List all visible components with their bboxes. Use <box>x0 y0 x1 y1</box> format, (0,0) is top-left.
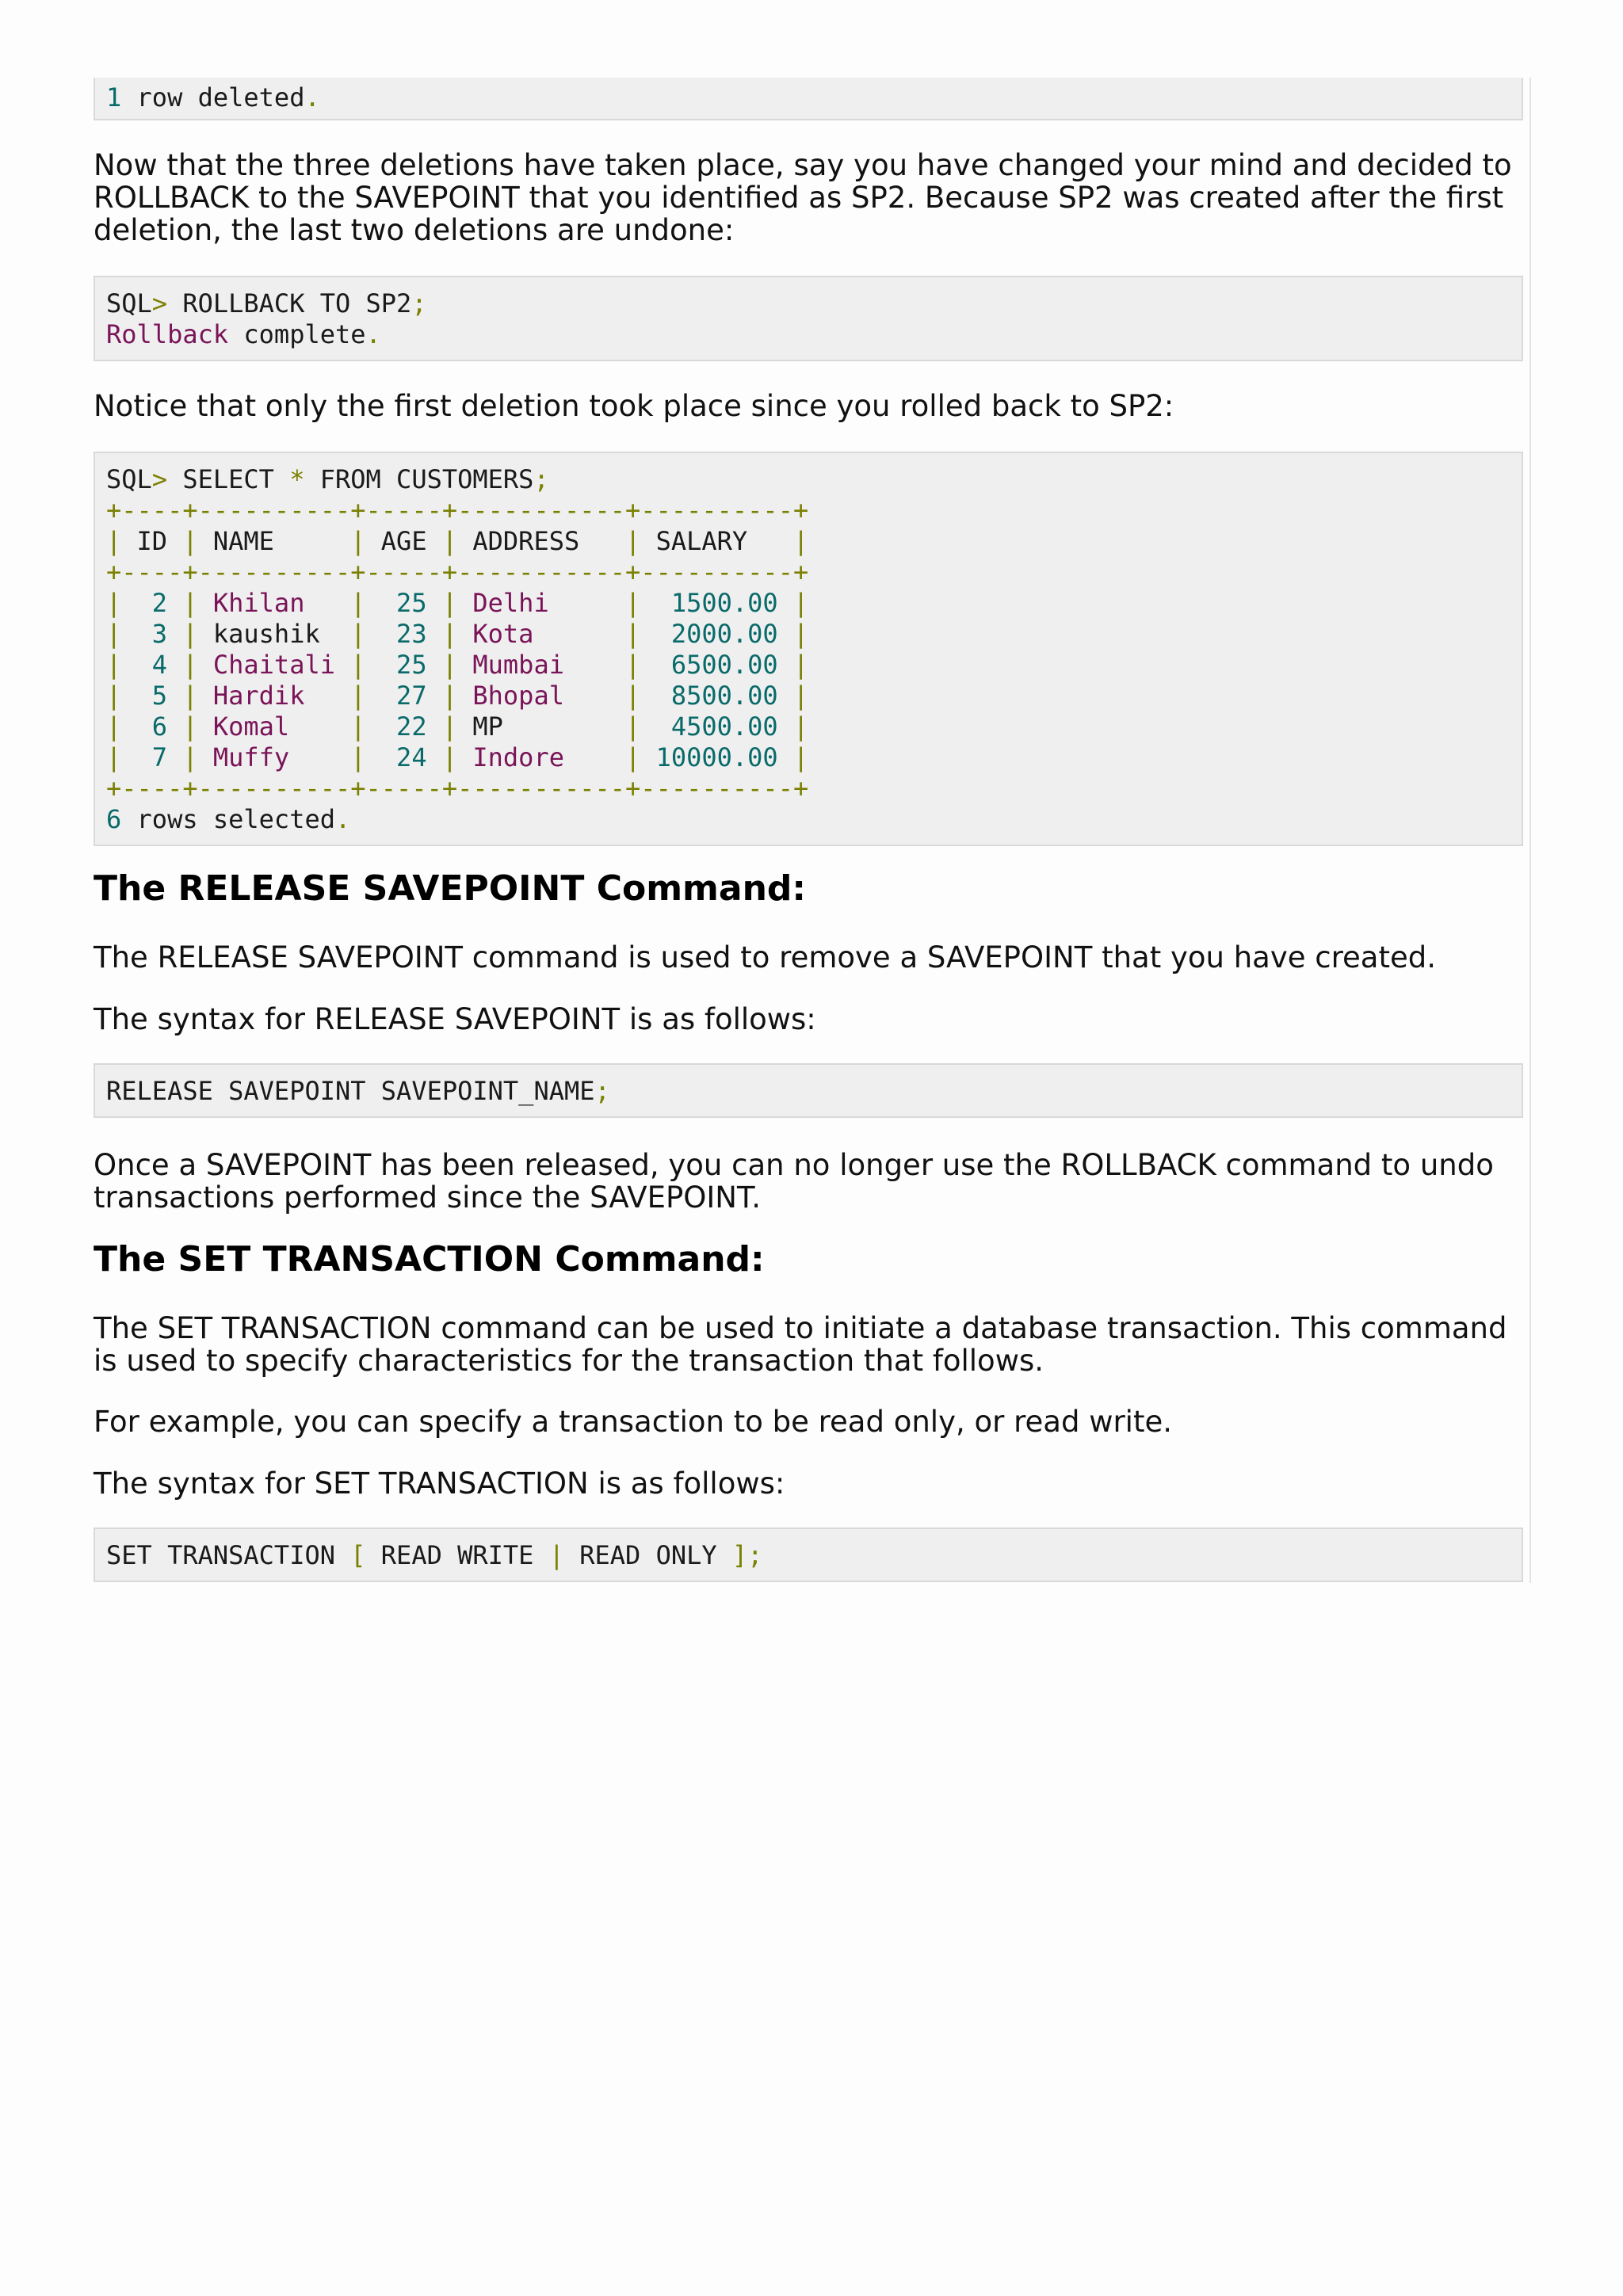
table-pipe: | <box>441 526 458 556</box>
table-pipe: | <box>182 588 198 618</box>
table-pipe: | <box>350 711 366 742</box>
code-punct: [ <box>350 1540 366 1570</box>
heading-release-savepoint: The RELEASE SAVEPOINT Command: <box>94 868 807 909</box>
table-header-row <box>106 526 1510 557</box>
code-punct: . <box>334 804 351 834</box>
cell-age: 24 <box>365 742 442 772</box>
cell-name: Khilan <box>197 588 351 618</box>
page-right-rule <box>1529 78 1531 1583</box>
table-pipe: | <box>625 526 641 556</box>
code-line <box>106 464 1510 495</box>
table-border: +----+----------+-----+-----------+----------+ <box>106 495 809 525</box>
table-pipe: | <box>792 681 809 711</box>
code-prompt: SQL <box>106 288 152 318</box>
table-pipe: | <box>441 711 458 742</box>
table-pipe: | <box>625 711 641 742</box>
table-row <box>106 742 1510 773</box>
paragraph-rollback-intro: Now that the three deletions have taken place, say you have changed your mind and decided to ROLLBACK to the SAVEPOINT that you identified as SP2. Because SP2 was created after the first deletion, the last two deletions are undone: <box>94 148 1512 247</box>
code-command: SELECT <box>167 464 290 494</box>
cell-age: 25 <box>365 650 442 680</box>
cell-salary: 8500.00 <box>640 681 793 711</box>
code-command: RELEASE SAVEPOINT SAVEPOINT_NAME <box>106 1076 595 1106</box>
paragraph-set-desc: The SET TRANSACTION command can be used to initiate a database transaction. This command is used to specify characteristics for the transaction that follows. <box>94 1311 1507 1378</box>
table-pipe: | <box>106 650 122 680</box>
table-pipe: | <box>792 650 809 680</box>
code-text: row deleted <box>121 82 305 113</box>
table-pipe: | <box>106 742 122 772</box>
code-number: 1 <box>106 82 122 113</box>
cell-age: 23 <box>365 619 442 649</box>
code-keyword: Rollback <box>106 319 229 349</box>
table-pipe: | <box>625 619 641 649</box>
code-punct: ; <box>747 1540 763 1570</box>
table-pipe: | <box>792 742 809 772</box>
code-operator: > <box>151 288 168 318</box>
cell-salary: 4500.00 <box>640 711 793 742</box>
cell-id: 5 <box>121 681 183 711</box>
code-command: ROLLBACK TO SP2 <box>167 288 412 318</box>
table-pipe: | <box>625 742 641 772</box>
cell-salary: 6500.00 <box>640 650 793 680</box>
table-header-cell: ADDRESS <box>457 526 626 556</box>
paragraph-release-desc: The RELEASE SAVEPOINT command is used to remove a SAVEPOINT that you have created. <box>94 940 1436 974</box>
code-line <box>106 495 1510 526</box>
paragraph-notice: Notice that only the first deletion took place since you rolled back to SP2: <box>94 389 1174 423</box>
cell-id: 3 <box>121 619 183 649</box>
code-text: complete <box>228 319 366 349</box>
table-pipe: | <box>106 711 122 742</box>
code-block-set-transaction <box>94 1527 1523 1582</box>
table-pipe: | <box>625 650 641 680</box>
cell-address: Mumbai <box>457 650 626 680</box>
cell-id: 6 <box>121 711 183 742</box>
code-block-deleted-output <box>94 78 1523 120</box>
cell-address: Delhi <box>457 588 626 618</box>
table-pipe: | <box>350 619 366 649</box>
table-pipe: | <box>350 742 366 772</box>
code-punct: . <box>365 319 381 349</box>
cell-age: 22 <box>365 711 442 742</box>
cell-address: MP <box>457 711 626 742</box>
table-pipe: | <box>182 742 198 772</box>
code-punct: ; <box>411 288 427 318</box>
code-punct: ; <box>533 464 549 494</box>
code-operator: * <box>289 464 305 494</box>
code-punct: ; <box>594 1076 610 1106</box>
code-punct: ] <box>731 1540 748 1570</box>
cell-name: Muffy <box>197 742 351 772</box>
cell-age: 25 <box>365 588 442 618</box>
code-option: READ WRITE <box>365 1540 549 1570</box>
cell-name: kaushik <box>197 619 351 649</box>
cell-address: Kota <box>457 619 626 649</box>
table-pipe: | <box>350 588 366 618</box>
table-pipe: | <box>350 681 366 711</box>
table-pipe: | <box>441 588 458 618</box>
paragraph-set-syntax: The syntax for SET TRANSACTION is as follows: <box>94 1466 785 1501</box>
cell-address: Bhopal <box>457 681 626 711</box>
table-pipe: | <box>182 650 198 680</box>
table-pipe: | <box>350 526 366 556</box>
table-pipe: | <box>792 588 809 618</box>
table-header-cell: ID <box>121 526 183 556</box>
table-pipe: | <box>792 711 809 742</box>
table-pipe: | <box>182 619 198 649</box>
table-row <box>106 619 1510 650</box>
paragraph-set-example: For example, you can specify a transaction to be read only, or read write. <box>94 1405 1172 1439</box>
table-pipe: | <box>625 681 641 711</box>
cell-salary: 10000.00 <box>640 742 793 772</box>
table-pipe: | <box>441 681 458 711</box>
table-pipe: | <box>792 619 809 649</box>
cell-salary: 2000.00 <box>640 619 793 649</box>
table-pipe: | <box>106 619 122 649</box>
table-pipe: | <box>182 681 198 711</box>
heading-set-transaction: The SET TRANSACTION Command: <box>94 1239 765 1280</box>
table-pipe: | <box>441 650 458 680</box>
code-command: SET TRANSACTION <box>106 1540 351 1570</box>
cell-name: Hardik <box>197 681 351 711</box>
table-pipe: | <box>182 711 198 742</box>
table-pipe: | <box>350 650 366 680</box>
code-punct: . <box>304 82 320 113</box>
code-prompt: SQL <box>106 464 152 494</box>
table-border: +----+----------+-----+-----------+----------+ <box>106 773 809 803</box>
cell-id: 4 <box>121 650 183 680</box>
code-line <box>106 773 1510 804</box>
code-number: 6 <box>106 804 122 834</box>
code-command: FROM CUSTOMERS <box>304 464 534 494</box>
table-pipe: | <box>106 681 122 711</box>
cell-address: Indore <box>457 742 626 772</box>
table-row <box>106 588 1510 619</box>
code-punct: | <box>548 1540 564 1570</box>
code-line <box>106 804 1510 835</box>
cell-age: 27 <box>365 681 442 711</box>
table-row <box>106 650 1510 681</box>
table-row <box>106 681 1510 711</box>
cell-name: Komal <box>197 711 351 742</box>
table-pipe: | <box>106 588 122 618</box>
code-text: rows selected <box>121 804 335 834</box>
cell-id: 7 <box>121 742 183 772</box>
table-pipe: | <box>441 619 458 649</box>
table-header-cell: SALARY <box>640 526 793 556</box>
table-header-cell: AGE <box>365 526 442 556</box>
code-block-release <box>94 1063 1523 1118</box>
cell-salary: 1500.00 <box>640 588 793 618</box>
code-operator: > <box>151 464 168 494</box>
code-line <box>106 557 1510 588</box>
table-pipe: | <box>625 588 641 618</box>
paragraph-release-syntax: The syntax for RELEASE SAVEPOINT is as follows: <box>94 1002 816 1036</box>
cell-id: 2 <box>121 588 183 618</box>
code-option: READ ONLY <box>563 1540 732 1570</box>
table-header-cell: NAME <box>197 526 351 556</box>
code-block-rollback <box>94 276 1523 361</box>
table-pipe: | <box>441 742 458 772</box>
table-pipe: | <box>792 526 809 556</box>
code-block-select <box>94 452 1523 846</box>
table-row <box>106 711 1510 742</box>
cell-name: Chaitali <box>197 650 351 680</box>
paragraph-release-note: Once a SAVEPOINT has been released, you can no longer use the ROLLBACK command to undo transactions performed since the SAVEPOINT. <box>94 1148 1494 1215</box>
table-pipe: | <box>182 526 198 556</box>
table-pipe: | <box>106 526 122 556</box>
table-border: +----+----------+-----+-----------+----------+ <box>106 557 809 587</box>
